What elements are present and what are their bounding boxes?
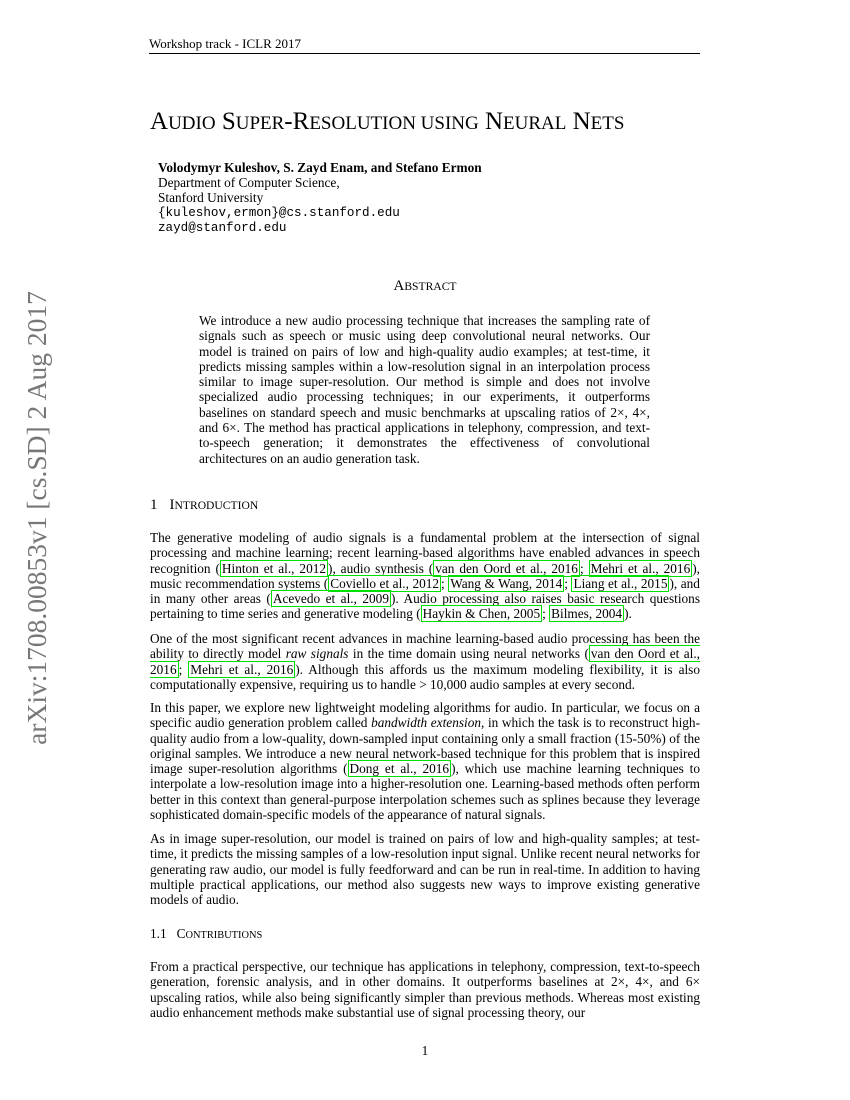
citation-link[interactable]: Bilmes, 2004 [551,606,623,622]
citation-link[interactable]: Dong et al., 2016 [349,761,450,777]
citation-link[interactable]: van den Oord et al., 2016 [150,646,700,677]
citation-link[interactable]: Acevedo et al., 2009 [272,591,389,607]
citation-link[interactable]: Wang & Wang, 2014 [450,575,563,591]
subsection-heading-contributions: 1.1 CONTRIBUTIONS [150,926,263,941]
arxiv-identifier: arXiv:1708.00853v1 [cs.SD] 2 Aug 2017 [21,291,52,745]
citation-link[interactable]: van den Oord et al., 2016 [435,560,578,576]
citation-link[interactable]: Mehri et al., 2016 [590,560,691,576]
paper-title: AUDIO SUPER-RESOLUTION USING NEURAL NETS [150,108,625,135]
citation-link[interactable]: Hinton et al., 2012 [221,560,327,576]
section-heading-introduction: 1 INTRODUCTION [150,497,259,513]
author-email-2: zayd@stanford.edu [158,220,287,235]
intro-paragraph-4: As in image super-resolution, our model is trained on pairs of low and high-quality samples; at test-time, it predicts the missing samples of a low-resolution input signal. Unlike recent neural networks for generating raw audio, our model is fully feedforward and can be run in real-time. In addition to having multiple practical applications, our method also suggests new ways to improve existing generative models of audio. [150,831,700,908]
intro-paragraph-2: One of the most significant recent advances in machine learning-based audio processing has been the ability to directly model raw signals in the time domain using neural networks ( van den Oord et al., 2016 ; Mehri et al., 2016 ). Although this affords us the maximum modeling flexibility, it is also computationally expensive, requiring us to handle > 10,000 audio samples at every second. [150,631,700,692]
author-block [158,160,658,236]
abstract-text: We introduce a new audio processing technique that increases the sampling rate of signals such as speech or music using deep convolutional neural networks. Our model is trained on pairs of low and high-quality audio examples; at test-time, it predicts missing samples within a low-resolution signal in an interpolation process similar to image super-resolution. Our method is simple and does not involve specialized audio processing techniques; in our experiments, it outperforms baselines on standard speech and music benchmarks at upscaling ratios of 2×, 4×, and 6×. The method has practical applications in telephony, compression, and text-to-speech generation; it demonstrates the effectiveness of convolutional architectures on an audio generation task. [199,313,650,466]
citation-link[interactable]: Liang et al., 2015 [573,575,668,591]
intro-paragraph-1: The generative modeling of audio signals is a fundamental problem at the intersection of signal processing and machine learning; recent learning-based algorithms have enabled advances in speech recognition ( Hinton et al., 2012 ), audio synthesis ( van den Oord et al., 2016 ; Mehri et al., 2016 ), music recommendation systems ( Coviello et al., 2012 ; Wang & Wang, 2014 ; Liang et al., 2015 ), and in many other areas ( Acevedo et al., 2009 ). Audio processing also raises basic research questions pertaining to time series and generative modeling ( Haykin & Chen, 2005 ; Bilmes, 2004 ). [150,530,700,622]
author-department: Department of Computer Science, [158,175,340,191]
citation-link[interactable]: Mehri et al., 2016 [190,661,294,677]
author-names: Volodymyr Kuleshov, S. Zayd Enam, and Stefano Ermon [158,160,482,175]
page-number: 1 [421,1043,429,1058]
citation-link[interactable]: Coviello et al., 2012 [330,575,440,591]
contributions-paragraph: From a practical perspective, our technique has applications in telephony, compression, text-to-speech generation, forensic analysis, and in other domains. It outperforms baselines at 2×, 4×, and 6× upscaling ratios, while also being significantly simpler than previous methods. Whereas most existing audio enhancement methods make substantial use of signal processing theory, our [150,959,700,1020]
citation-link[interactable]: Haykin & Chen, 2005 [422,606,541,622]
author-email-1: {kuleshov,ermon}@cs.stanford.edu [158,205,400,220]
running-header: Workshop track - ICLR 2017 [149,36,700,54]
abstract-heading: ABSTRACT [393,278,457,294]
intro-paragraph-3: In this paper, we explore new lightweight modeling algorithms for audio. In particular, we focus on a specific audio generation problem called bandwidth extension, in which the task is to reconstruct high-quality audio from a low-quality, down-sampled input containing only a small fraction (15-50%) of the original samples. We introduce a new neural network-based technique for this problem that is inspired image super-resolution algorithms ( Dong et al., 2016 ), which use machine learning techniques to interpolate a low-resolution image into a higher-resolution one. Learning-based methods often perform better in this context than general-purpose interpolation schemes such as splines because they leverage sophisticated domain-specific models of the appearance of natural signals. [150,700,700,823]
author-university: Stanford University [158,190,264,206]
